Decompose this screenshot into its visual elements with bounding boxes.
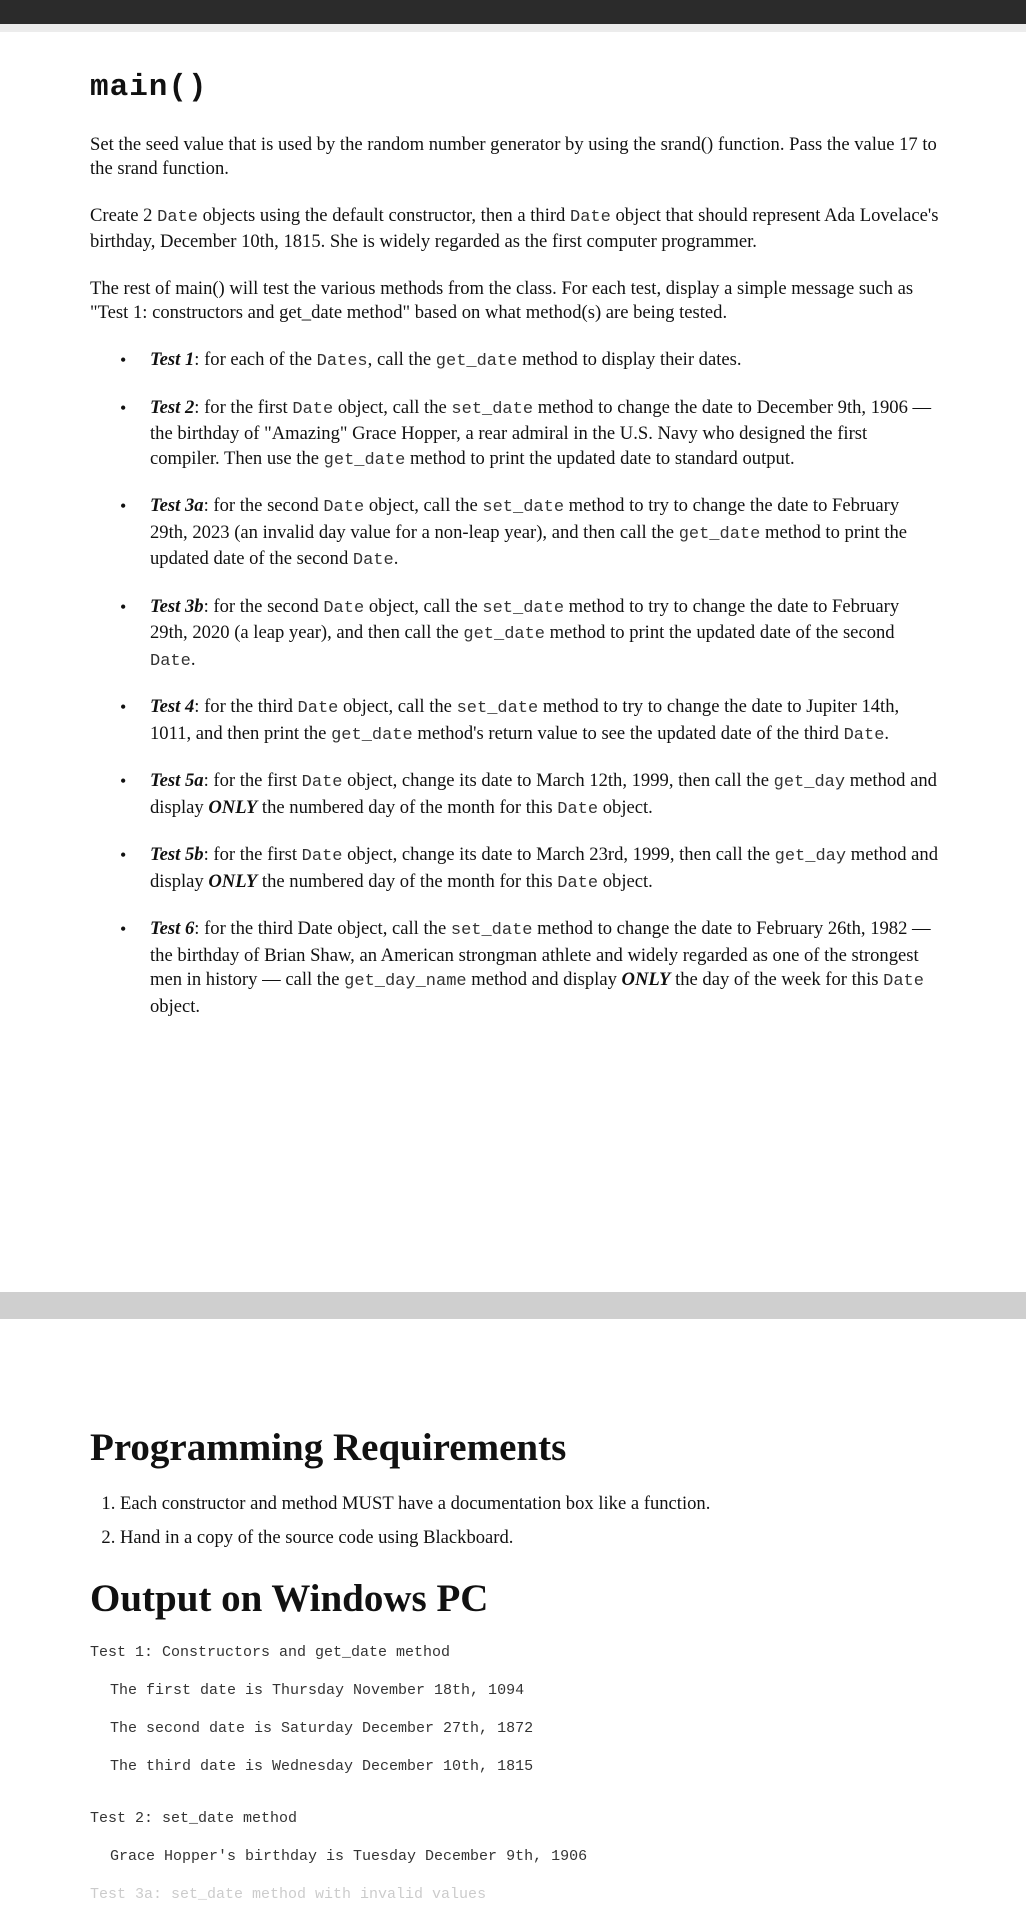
output-heading: Output on Windows PC [90,1577,489,1620]
test-item-1: • Test 1: for each of the Dates, call the get_date method to display their dates. [150,348,940,375]
requirement-item: 2. Hand in a copy of the source code using Blackboard. [120,1526,940,1550]
test-item-5b: • Test 5b: for the first Date object, change its date to March 23rd, 1999, then call the get_day method and display ONLY the numbered day of the month for this Date object. [150,843,940,896]
test-item-4: • Test 4: for the third Date object, call the set_date method to try to change the date to Jupiter 14th, 1011, and then print the get_date method's return value to see the updated date of the third Date. [150,695,940,748]
document-page-1 [90,70,940,1040]
test-item-3a: • Test 3a: for the second Date object, call the set_date method to try to change the date to February 29th, 2023 (an invalid day value for a non-leap year), and then call the get_date method to print the updated date of the second Date. [150,494,940,574]
test-list [90,348,940,1019]
document-page-2 [90,1425,940,1923]
output-line: Test 1: Constructors and get_date method [90,1644,451,1661]
main-title: main() [90,70,208,105]
test-item-6: • Test 6: for the third Date object, call the set_date method to change the date to February 26th, 1982 — the birthday of Brian Shaw, an American strongman athlete and widely regarded as one of the strongest men in history — call the get_day_name method and display ONLY the day of the week for this Date object. [150,917,940,1019]
output-line: The second date is Saturday December 27th, 1872 [110,1720,534,1737]
output-line: Grace Hopper's birthday is Tuesday December 9th, 1906 [110,1848,588,1865]
seed-paragraph: Set the seed value that is used by the random number generator by using the srand() function. Pass the value 17 to the srand function. [90,134,937,179]
date-objects-paragraph: Create 2 Date objects using the default constructor, then a third Date object that should represent Ada Lovelace's birthday, December 10th, 1815. She is widely regarded as the first computer programmer. [90,205,939,252]
output-line: Test 2: set_date method [90,1810,298,1827]
output-line: Test 3a: set_date method with invalid values [90,1886,487,1903]
top-bar [0,0,1026,24]
top-bar-divider [0,24,1026,32]
requirements-heading: Programming Requirements [90,1426,567,1469]
requirements-list [90,1492,940,1550]
test-item-5a: • Test 5a: for the first Date object, change its date to March 12th, 1999, then call the get_day method and display ONLY the numbered day of the month for this Date object. [150,769,940,822]
tests-intro-paragraph: The rest of main() will test the various methods from the class. For each test, display a simple message such as "Test 1: constructors and get_date method" based on what method(s) are being tested. [90,278,914,323]
test-item-3b: • Test 3b: for the second Date object, call the set_date method to try to change the date to February 29th, 2020 (a leap year), and then call the get_date method to print the updated date of the second Date. [150,595,940,675]
output-line: The first date is Thursday November 18th, 1094 [110,1682,525,1699]
requirement-item: 1. Each constructor and method MUST have a documentation box like a function. [120,1492,940,1516]
output-line: The third date is Wednesday December 10th, 1815 [110,1758,534,1775]
test-item-2: • Test 2: for the first Date object, call the set_date method to change the date to December 9th, 1906 — the birthday of "Amazing" Grace Hopper, a rear admiral in the U.S. Navy who designed the first compiler. Then use the get_date method to print the updated date to standard output. [150,396,940,474]
page-separator [0,1292,1026,1319]
